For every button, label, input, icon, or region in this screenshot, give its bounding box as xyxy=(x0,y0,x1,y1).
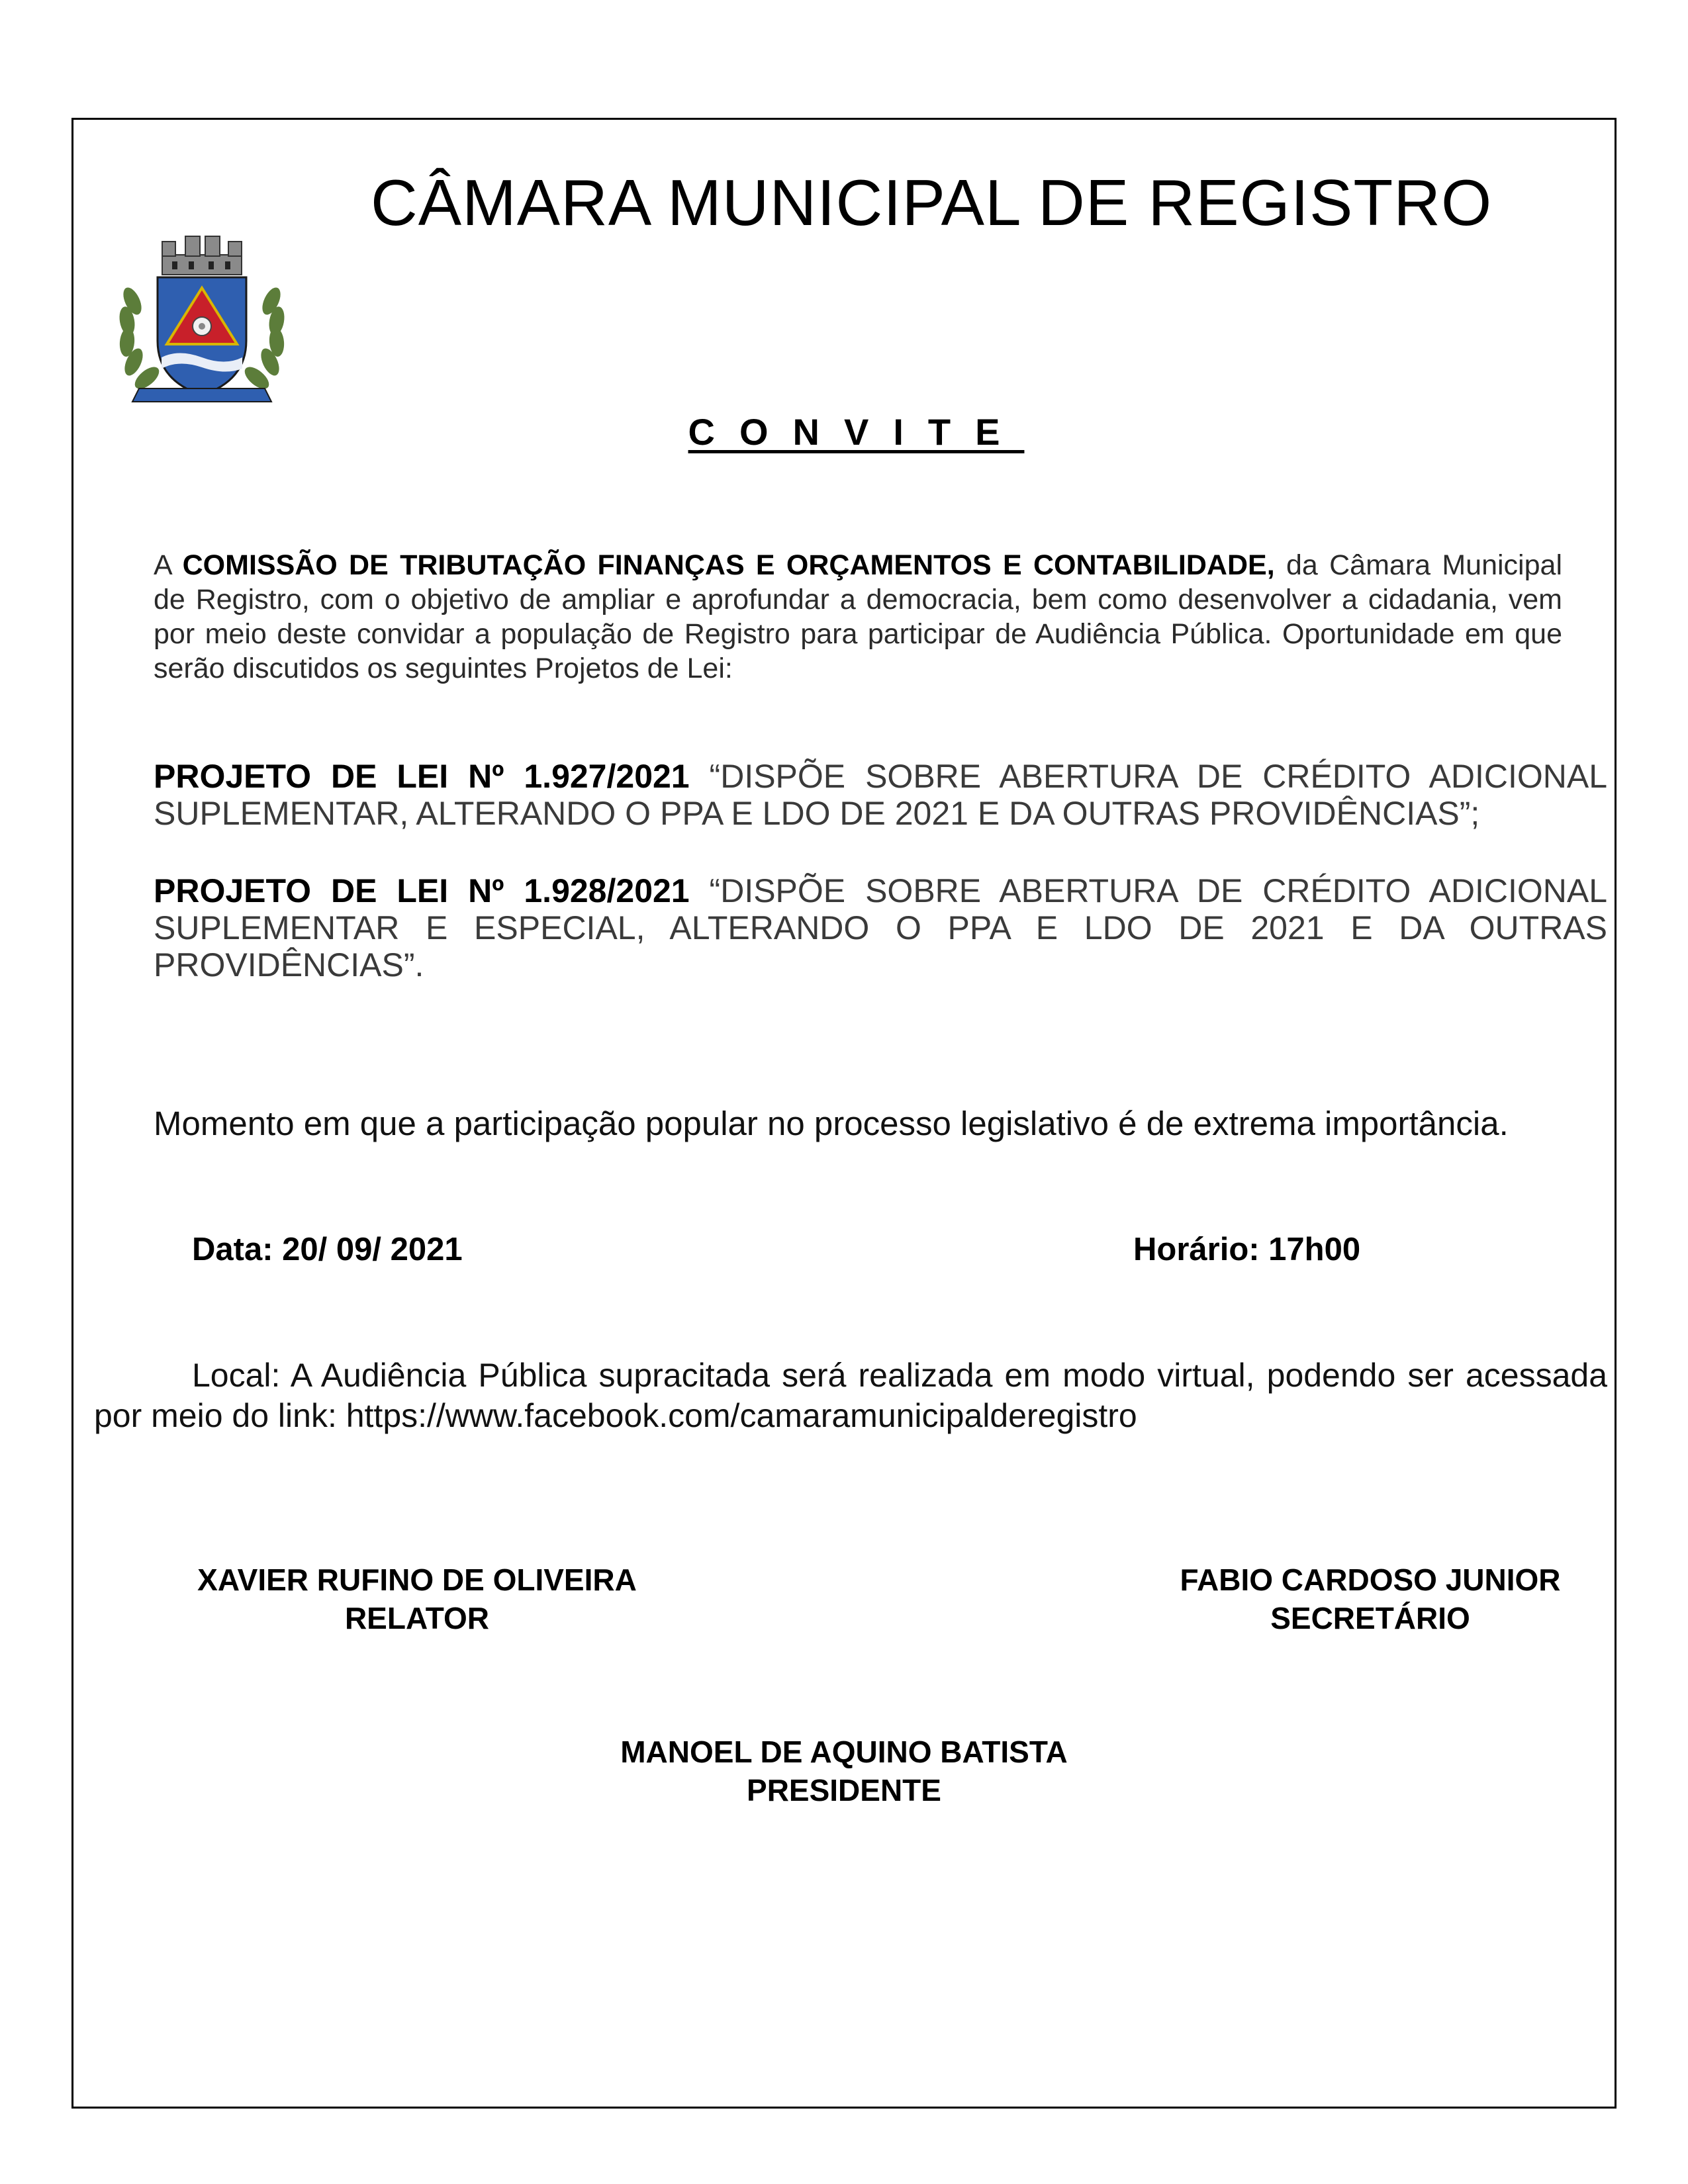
signatory-role: SECRETÁRIO xyxy=(1270,1601,1470,1635)
participation-note: Momento em que a participação popular no processo legislativo é de extrema importância. xyxy=(154,1105,1509,1142)
event-time: Horário: 17h00 xyxy=(1133,1232,1361,1267)
municipal-coat-of-arms xyxy=(106,222,298,414)
signatory-name: MANOEL DE AQUINO BATISTA xyxy=(620,1735,1068,1769)
signatory-role: PRESIDENTE xyxy=(747,1773,941,1807)
signature-relator xyxy=(126,1561,708,1637)
signatory-name: FABIO CARDOSO JUNIOR xyxy=(1180,1563,1561,1597)
page-title: CÂMARA MUNICIPAL DE REGISTRO xyxy=(371,166,1493,239)
signatory-name: XAVIER RUFINO DE OLIVEIRA xyxy=(197,1563,637,1597)
intro-paragraph xyxy=(154,548,1562,686)
invitation-heading xyxy=(0,410,1688,453)
project-text: “DISPÕE SOBRE ABERTURA DE CRÉDITO ADICIONAL SUPLEMENTAR, ALTERANDO O PPA E LDO DE 2021 E DA OUTRAS PROVIDÊNCIAS”; xyxy=(154,758,1607,832)
intro-prefix: A xyxy=(154,549,183,581)
commission-name: COMISSÃO DE TRIBUTAÇÃO FINANÇAS E ORÇAMENTOS E CONTABILIDADE, xyxy=(182,549,1275,581)
project-item xyxy=(154,872,1607,983)
project-label: PROJETO DE LEI Nº 1.928/2021 xyxy=(154,872,690,909)
project-text: “DISPÕE SOBRE ABERTURA DE CRÉDITO ADICIONAL SUPLEMENTAR E ESPECIAL, ALTERANDO O PPA E LDO DE 2021 E DA OUTRAS PROVIDÊNCIAS”. xyxy=(154,872,1607,983)
signature-secretario xyxy=(1066,1561,1675,1637)
invitation-heading-text: CONVITE xyxy=(688,411,1025,453)
event-date: Data: 20/ 09/ 2021 xyxy=(192,1232,463,1267)
project-item xyxy=(154,758,1607,832)
signature-presidente xyxy=(579,1733,1109,1809)
event-location: Local: A Audiência Pública supracitada será realizada em modo virtual, podendo ser acessada por meio do link: https://www.facebook.com/camaramunicipalderegistro xyxy=(94,1357,1607,1434)
intro-text: da Câmara Municipal de Registro, com o objetivo de ampliar e aprofundar a democracia, bem como desenvolver a cidadania, vem por meio deste convidar a população de Registro para participar de Audiência Pública. Oportunidade em que serão discutidos os seguintes Projetos de Lei: xyxy=(154,549,1562,684)
signatory-role: RELATOR xyxy=(344,1601,490,1635)
project-label: PROJETO DE LEI Nº 1.927/2021 xyxy=(154,758,690,795)
